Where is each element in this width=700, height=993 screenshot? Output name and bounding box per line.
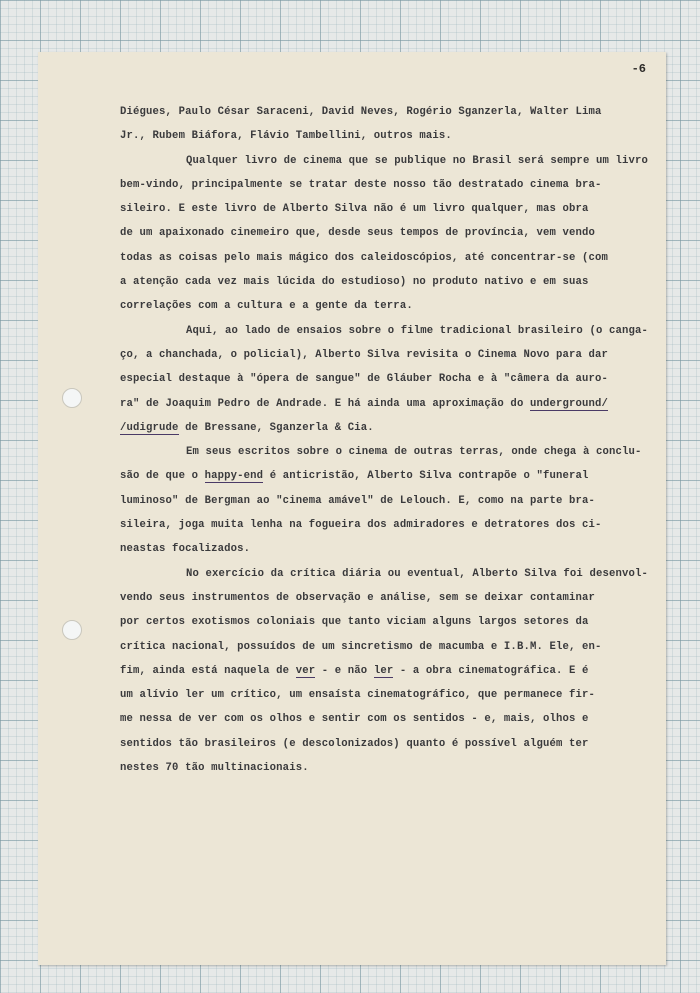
line-text: vendo seus instrumentos de observação e análise, sem se deixar contaminar [120, 591, 596, 604]
text-line [120, 294, 640, 318]
line-text: é anticristão, Alberto Silva contrapõe o "funeral [263, 470, 589, 483]
line-text: - a obra cinematográfica. E é [393, 664, 589, 677]
text-line [120, 489, 640, 513]
text-line [120, 610, 640, 634]
line-text: todas as coisas pelo mais mágico dos caleidoscópios, até concentrar-se (com [120, 251, 609, 264]
text-line [120, 270, 640, 294]
text-line [120, 562, 649, 586]
text-line [120, 416, 640, 440]
punch-hole [62, 388, 82, 408]
line-text: me nessa de ver com os olhos e sentir com os sentidos - e, mais, olhos e [120, 713, 589, 726]
line-text: Em seus escritos sobre o cinema de outras terras, onde chega à conclu- [186, 446, 642, 459]
text-line [120, 537, 640, 561]
line-text: Jr., Rubem Biáfora, Flávio Tambellini, outros mais. [120, 130, 452, 143]
text-line [120, 221, 640, 245]
line-text: de um apaixonado cinemeiro que, desde seus tempos de província, vem vendo [120, 227, 596, 240]
text-line [120, 319, 649, 343]
line-text: sentidos tão brasileiros (e descolonizados) quanto é possível alguém ter [120, 737, 589, 750]
underlined-term: happy-end [204, 470, 264, 483]
line-text: Diégues, Paulo César Saraceni, David Neves, Rogério Sganzerla, Walter Lima [120, 106, 602, 118]
line-text: - e não [315, 664, 374, 677]
underlined-term: /udigrude [120, 421, 179, 434]
line-text: especial destaque à "ópera de sangue" de Gláuber Rocha e à "câmera da auro- [120, 373, 609, 386]
text-line [120, 343, 640, 367]
line-text: luminoso" de Bergman ao "cinema amável" de Lelouch. E, como na parte bra- [120, 494, 596, 507]
text-line [120, 197, 640, 221]
underlined-term: ler [373, 664, 394, 677]
line-text: sileiro. E este livro de Alberto Silva não é um livro qualquer, mas obra [120, 203, 589, 216]
text-line [120, 440, 640, 464]
page-number: -6 [631, 62, 646, 76]
line-text: de Bressane, Sganzerla & Cia. [178, 421, 374, 434]
typewritten-text [120, 100, 649, 780]
line-text: No exercício da crítica diária ou eventual, Alberto Silva foi desenvol- [186, 567, 649, 580]
line-text: fim, ainda está naquela de [120, 664, 296, 677]
line-text: neastas focalizados. [120, 543, 251, 556]
text-line [120, 392, 640, 416]
text-line [120, 683, 640, 707]
line-text: Qualquer livro de cinema que se publique no Brasil será sempre um livro [186, 154, 649, 167]
underlined-term: underground/ [529, 397, 609, 410]
line-text: correlações com a cultura e a gente da terra. [120, 300, 413, 313]
text-line [120, 513, 640, 537]
line-text: a atenção cada vez mais lúcida do estudioso) no produto nativo e em suas [120, 276, 589, 289]
text-line [120, 464, 640, 488]
line-text: bem-vindo, principalmente se tratar deste nosso tão destratado cinema bra- [120, 178, 602, 191]
punch-hole [62, 620, 82, 640]
text-line [120, 635, 640, 659]
text-line [120, 756, 640, 780]
underlined-term: ver [295, 664, 316, 677]
line-text: ço, a chanchada, o policial), Alberto Silva revisita o Cinema Novo para dar [120, 348, 609, 361]
text-line [120, 149, 649, 173]
text-line [120, 246, 640, 270]
text-line [120, 124, 640, 148]
line-text: Aqui, ao lado de ensaios sobre o filme tradicional brasileiro (o canga- [186, 324, 649, 337]
line-text: nestes 70 tão multinacionais. [120, 762, 309, 775]
text-line [120, 173, 640, 197]
line-text: um alívio ler um crítico, um ensaísta cinematográfico, que permanece fir- [120, 689, 596, 702]
line-text: sileira, joga muita lenha na fogueira dos admiradores e detratores dos ci- [120, 519, 602, 532]
text-line [120, 586, 640, 610]
text-line [120, 367, 640, 391]
line-text: crítica nacional, possuídos de um sincretismo de macumba e I.B.M. Ele, en- [120, 640, 602, 653]
line-text: por certos exotismos coloniais que tanto viciam alguns largos setores da [120, 616, 589, 629]
text-line [120, 707, 640, 731]
text-line [120, 659, 640, 683]
text-line [120, 100, 640, 124]
line-text: ra" de Joaquim Pedro de Andrade. E há ainda uma aproximação do [120, 397, 530, 410]
text-line [120, 732, 640, 756]
line-text: são de que o [120, 470, 205, 483]
